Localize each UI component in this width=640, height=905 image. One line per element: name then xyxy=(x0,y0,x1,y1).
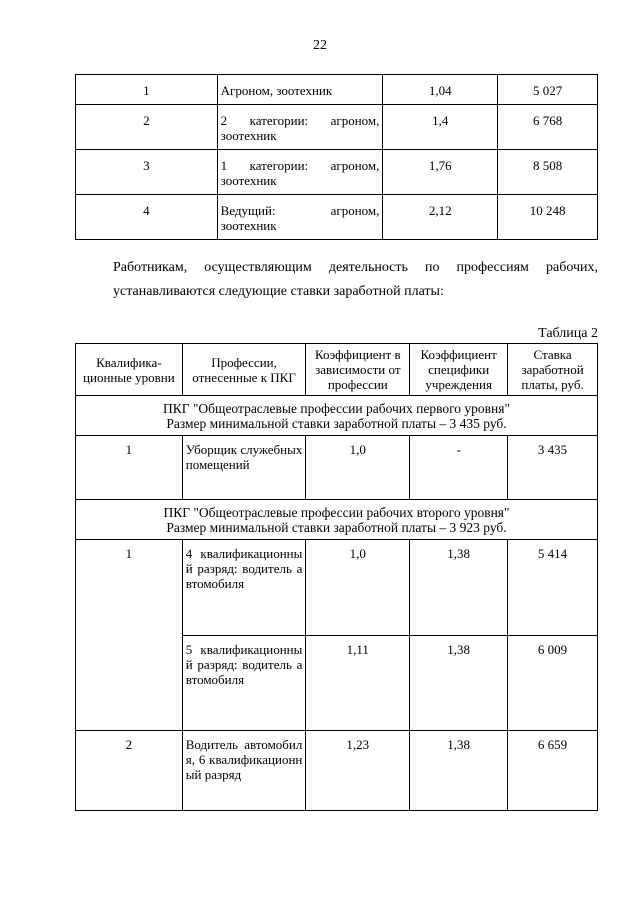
table-row xyxy=(76,635,598,731)
level-cell xyxy=(76,635,183,731)
coef-profession-cell: 1,23 xyxy=(306,731,410,811)
salary-cell: 10 248 xyxy=(498,195,598,240)
column-header-coef-specific: Коэффициент специфики учреждения xyxy=(410,344,508,396)
coef-profession-cell: 1,0 xyxy=(306,540,410,636)
salary-cell: 5 414 xyxy=(508,540,598,636)
coefficient-cell: 1,4 xyxy=(383,105,498,150)
group-header xyxy=(76,500,598,540)
group-min-rate: Размер минимальной ставки заработной платы – 3 923 руб. xyxy=(166,520,507,535)
table-header-row xyxy=(76,344,598,396)
salary-cell: 6 768 xyxy=(498,105,598,150)
level-cell: 4 xyxy=(76,195,218,240)
coef-profession-cell: 1,11 xyxy=(306,635,410,731)
coef-profession-cell: 1,0 xyxy=(306,436,410,500)
position-cell: Ведущий: агроном, зоотехник xyxy=(217,195,383,240)
table-row xyxy=(76,436,598,500)
position-cell: Агроном, зоотехник xyxy=(217,75,383,105)
page-number: 22 xyxy=(313,38,327,53)
position-cell: 1 категории: агроном, зоотехник xyxy=(217,150,383,195)
table-row xyxy=(76,150,598,195)
profession-cell: Водитель автомобиля, 6 квалификационный разряд xyxy=(182,731,306,811)
coef-specific-cell: 1,38 xyxy=(410,635,508,731)
column-header-salary: Ставка заработной платы, руб. xyxy=(508,344,598,396)
level-cell: 2 xyxy=(76,731,183,811)
table-row xyxy=(76,75,598,105)
coef-specific-cell: - xyxy=(410,436,508,500)
worker-salary-table xyxy=(75,343,598,811)
coefficient-cell: 2,12 xyxy=(383,195,498,240)
level-cell: 1 xyxy=(76,436,183,500)
group-title: ПКГ "Общеотраслевые профессии рабочих первого уровня" xyxy=(162,401,510,416)
level-cell: 1 xyxy=(76,75,218,105)
column-header-level: Квалифика-ционные уровни xyxy=(76,344,183,396)
group-header xyxy=(76,396,598,436)
group-header-row xyxy=(76,500,598,540)
profession-cell: 4 квалификационный разряд: водитель автомобиля xyxy=(182,540,306,636)
body-paragraph: Работникам, осуществляющим деятельность по профессиям рабочих, устанавливаются следующие ставки заработной платы: xyxy=(113,260,598,299)
table-caption: Таблица 2 xyxy=(538,326,598,341)
table-row xyxy=(76,540,598,636)
coef-specific-cell: 1,38 xyxy=(410,540,508,636)
column-header-profession: Профессии, отнесенные к ПКГ xyxy=(182,344,306,396)
coefficient-cell: 1,76 xyxy=(383,150,498,195)
coef-specific-cell: 1,38 xyxy=(410,731,508,811)
level-cell: 3 xyxy=(76,150,218,195)
table-row xyxy=(76,105,598,150)
salary-cell: 6 659 xyxy=(508,731,598,811)
level-cell: 1 xyxy=(76,540,183,636)
table-row xyxy=(76,731,598,811)
salary-cell: 5 027 xyxy=(498,75,598,105)
coefficient-cell: 1,04 xyxy=(383,75,498,105)
salary-cell: 8 508 xyxy=(498,150,598,195)
group-header-row xyxy=(76,396,598,436)
profession-cell: Уборщик служебных помещений xyxy=(182,436,306,500)
table-row xyxy=(76,195,598,240)
level-cell: 2 xyxy=(76,105,218,150)
salary-cell: 3 435 xyxy=(508,436,598,500)
position-cell: 2 категории: агроном, зоотехник xyxy=(217,105,383,150)
profession-cell: 5 квалификационный разряд: водитель автомобиля xyxy=(182,635,306,731)
salary-cell: 6 009 xyxy=(508,635,598,731)
group-min-rate: Размер минимальной ставки заработной платы – 3 435 руб. xyxy=(166,416,507,431)
salary-table-continued xyxy=(75,74,598,240)
column-header-coef-profession: Коэффициент в зависимости от профессии xyxy=(306,344,410,396)
group-title: ПКГ "Общеотраслевые профессии рабочих второго уровня" xyxy=(163,505,510,520)
